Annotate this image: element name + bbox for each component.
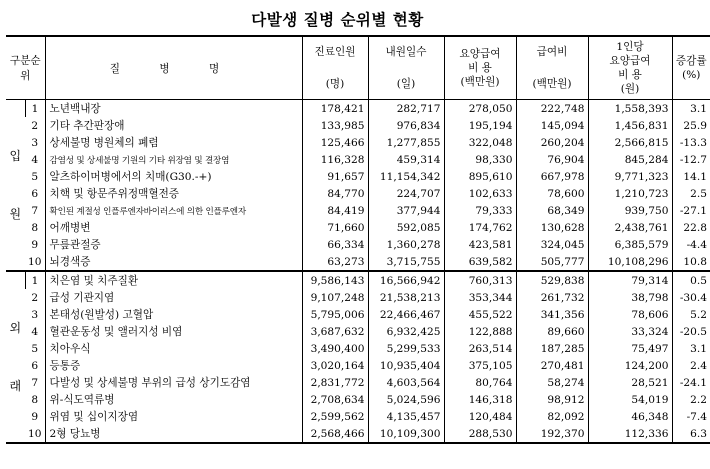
days-cell: 6,932,425 bbox=[368, 323, 444, 340]
patients-cell: 66,334 bbox=[302, 236, 368, 253]
per-person-cell: 2,566,815 bbox=[588, 134, 672, 151]
rank-cell: 1 bbox=[25, 100, 45, 118]
header-per-person: 1인당 요양급여 비 용 (원) bbox=[588, 36, 672, 100]
days-cell: 11,154,342 bbox=[368, 168, 444, 185]
disease-name-cell: 위-식도역류병 bbox=[45, 391, 302, 408]
table-row bbox=[6, 185, 710, 202]
days-cell: 5,299,533 bbox=[368, 340, 444, 357]
rate-cell: 14.1 bbox=[672, 168, 710, 185]
days-cell: 459,314 bbox=[368, 151, 444, 168]
rank-cell: 6 bbox=[31, 187, 39, 200]
rate-cell: -24.1 bbox=[672, 374, 710, 391]
rank-cell: 5 bbox=[31, 342, 39, 355]
patients-cell: 125,466 bbox=[302, 134, 368, 151]
benefit-cell: 667,978 bbox=[516, 168, 588, 185]
table-row bbox=[6, 117, 710, 134]
table-row bbox=[6, 271, 710, 289]
table-row bbox=[6, 134, 710, 151]
cost-cell: 375,105 bbox=[444, 357, 516, 374]
days-cell: 592,085 bbox=[368, 219, 444, 236]
per-person-cell: 845,284 bbox=[588, 151, 672, 168]
disease-name-cell: 위염 및 십이지장염 bbox=[45, 408, 302, 425]
patients-cell: 91,657 bbox=[302, 168, 368, 185]
rate-cell: 2.5 bbox=[672, 185, 710, 202]
cost-cell: 122,888 bbox=[444, 323, 516, 340]
days-cell: 4,603,564 bbox=[368, 374, 444, 391]
rank-cell: 9 bbox=[31, 410, 39, 423]
patients-cell: 116,328 bbox=[302, 151, 368, 168]
per-person-cell: 2,438,761 bbox=[588, 219, 672, 236]
disease-name-cell: 뇌경색증 bbox=[45, 253, 302, 271]
per-person-cell: 79,314 bbox=[588, 271, 672, 289]
patients-cell: 133,985 bbox=[302, 117, 368, 134]
rate-cell: 10.8 bbox=[672, 253, 710, 271]
rate-cell: 25.9 bbox=[672, 117, 710, 134]
per-person-cell: 1,456,831 bbox=[588, 117, 672, 134]
table-row bbox=[6, 151, 710, 168]
disease-name-cell: 치은염 및 치주질환 bbox=[45, 271, 302, 289]
group-label bbox=[6, 271, 25, 443]
cost-cell: 79,333 bbox=[444, 202, 516, 219]
disease-name-cell: 다발성 및 상세불명 부위의 급성 상기도감염 bbox=[45, 374, 302, 391]
page-title: 다발생 질병 순위별 현황 bbox=[251, 11, 424, 29]
patients-cell: 63,273 bbox=[302, 253, 368, 271]
days-cell: 1,277,855 bbox=[368, 134, 444, 151]
rate-cell: 0.5 bbox=[672, 271, 710, 289]
cost-cell: 423,581 bbox=[444, 236, 516, 253]
days-cell: 4,135,457 bbox=[368, 408, 444, 425]
table-row bbox=[6, 391, 710, 408]
group-label-char: 래 bbox=[9, 379, 22, 393]
per-person-cell: 124,200 bbox=[588, 357, 672, 374]
rate-cell: -20.5 bbox=[672, 323, 710, 340]
rank-cell: 6 bbox=[31, 359, 39, 372]
patients-cell: 2,708,634 bbox=[302, 391, 368, 408]
patients-cell: 84,419 bbox=[302, 202, 368, 219]
cost-cell: 288,530 bbox=[444, 425, 516, 443]
per-person-cell: 939,750 bbox=[588, 202, 672, 219]
patients-cell: 178,421 bbox=[302, 100, 368, 118]
rate-cell: -30.4 bbox=[672, 289, 710, 306]
disease-ranking-table bbox=[6, 35, 710, 444]
benefit-cell: 58,274 bbox=[516, 374, 588, 391]
rank-cell: 3 bbox=[31, 308, 39, 321]
cost-cell: 895,610 bbox=[444, 168, 516, 185]
table-row bbox=[6, 236, 710, 253]
table-row bbox=[6, 289, 710, 306]
rank-cell: 2 bbox=[31, 291, 39, 304]
header-row bbox=[6, 36, 710, 100]
header-category-rank bbox=[6, 36, 45, 100]
disease-name-cell: 본태성(원발성) 고혈압 bbox=[45, 306, 302, 323]
per-person-cell: 75,497 bbox=[588, 340, 672, 357]
patients-cell: 5,795,006 bbox=[302, 306, 368, 323]
days-cell: 224,707 bbox=[368, 185, 444, 202]
patients-cell: 9,107,248 bbox=[302, 289, 368, 306]
cost-cell: 80,764 bbox=[444, 374, 516, 391]
rate-cell: 3.1 bbox=[672, 100, 710, 118]
days-cell: 10,109,300 bbox=[368, 425, 444, 443]
header-rank: 순위 bbox=[20, 55, 41, 82]
per-person-cell: 9,771,323 bbox=[588, 168, 672, 185]
days-cell: 976,834 bbox=[368, 117, 444, 134]
disease-name-cell: 혈관운동성 및 앨러지성 비염 bbox=[45, 323, 302, 340]
rank-cell: 10 bbox=[25, 425, 45, 443]
cost-cell: 98,330 bbox=[444, 151, 516, 168]
benefit-cell: 68,349 bbox=[516, 202, 588, 219]
per-person-cell: 112,336 bbox=[588, 425, 672, 443]
per-person-cell: 10,108,296 bbox=[588, 253, 672, 271]
header-disease: 질 병 명 bbox=[45, 36, 302, 100]
cost-cell: 278,050 bbox=[444, 100, 516, 118]
benefit-cell: 260,204 bbox=[516, 134, 588, 151]
disease-name-cell: 확인된 계절성 인플루엔자바이러스에 의한 인플루엔자 bbox=[45, 202, 302, 219]
table-row bbox=[6, 374, 710, 391]
rank-cell: 9 bbox=[31, 238, 39, 251]
benefit-cell: 529,838 bbox=[516, 271, 588, 289]
days-cell: 377,944 bbox=[368, 202, 444, 219]
per-person-cell: 28,521 bbox=[588, 374, 672, 391]
per-person-cell: 6,385,579 bbox=[588, 236, 672, 253]
benefit-cell: 76,904 bbox=[516, 151, 588, 168]
cost-cell: 174,762 bbox=[444, 219, 516, 236]
benefit-cell: 324,045 bbox=[516, 236, 588, 253]
table-row bbox=[6, 323, 710, 340]
table-row bbox=[6, 253, 710, 271]
days-cell: 282,717 bbox=[368, 100, 444, 118]
cost-cell: 353,344 bbox=[444, 289, 516, 306]
patients-cell: 2,599,562 bbox=[302, 408, 368, 425]
disease-name-cell: 급성 기관지염 bbox=[45, 289, 302, 306]
cost-cell: 322,048 bbox=[444, 134, 516, 151]
benefit-cell: 270,481 bbox=[516, 357, 588, 374]
rate-cell: -13.3 bbox=[672, 134, 710, 151]
rank-cell: 4 bbox=[31, 325, 39, 338]
rank-cell: 10 bbox=[25, 253, 45, 271]
table-row bbox=[6, 202, 710, 219]
days-cell: 5,024,596 bbox=[368, 391, 444, 408]
patients-cell: 9,586,143 bbox=[302, 271, 368, 289]
benefit-cell: 145,094 bbox=[516, 117, 588, 134]
per-person-cell: 38,798 bbox=[588, 289, 672, 306]
benefit-cell: 98,912 bbox=[516, 391, 588, 408]
rate-cell: 3.1 bbox=[672, 340, 710, 357]
header-category: 구분 bbox=[9, 55, 31, 67]
per-person-cell: 33,324 bbox=[588, 323, 672, 340]
patients-cell: 84,770 bbox=[302, 185, 368, 202]
disease-name-cell: 알츠하이머병에서의 치매(G30.-+) bbox=[45, 168, 302, 185]
disease-name-cell: 어깨병변 bbox=[45, 219, 302, 236]
patients-cell: 3,020,164 bbox=[302, 357, 368, 374]
patients-cell: 3,490,400 bbox=[302, 340, 368, 357]
per-person-cell: 1,558,393 bbox=[588, 100, 672, 118]
rank-cell: 4 bbox=[31, 153, 39, 166]
rank-cell: 7 bbox=[31, 376, 39, 389]
disease-name-cell: 치핵 및 항문주위정맥혈전증 bbox=[45, 185, 302, 202]
benefit-cell: 222,748 bbox=[516, 100, 588, 118]
rank-cell: 2 bbox=[31, 119, 39, 132]
benefit-cell: 130,628 bbox=[516, 219, 588, 236]
table-row bbox=[6, 168, 710, 185]
header-days: 내원일수 (일) bbox=[368, 36, 444, 100]
disease-name-cell: 상세불명 병원체의 폐렴 bbox=[45, 134, 302, 151]
cost-cell: 146,318 bbox=[444, 391, 516, 408]
disease-name-cell: 기타 추간판장애 bbox=[45, 117, 302, 134]
rank-cell: 8 bbox=[31, 393, 39, 406]
patients-cell: 2,568,466 bbox=[302, 425, 368, 443]
rate-cell: 5.2 bbox=[672, 306, 710, 323]
cost-cell: 195,194 bbox=[444, 117, 516, 134]
days-cell: 22,466,467 bbox=[368, 306, 444, 323]
table-row bbox=[6, 340, 710, 357]
cost-cell: 639,582 bbox=[444, 253, 516, 271]
table-body bbox=[6, 100, 710, 444]
table-row bbox=[6, 408, 710, 425]
rate-cell: 22.8 bbox=[672, 219, 710, 236]
header-cost: 요양급여 비 용 (백만원) bbox=[444, 36, 516, 100]
table-row bbox=[6, 357, 710, 374]
days-cell: 3,715,755 bbox=[368, 253, 444, 271]
benefit-cell: 89,660 bbox=[516, 323, 588, 340]
rank-cell: 1 bbox=[25, 271, 45, 289]
cost-cell: 120,484 bbox=[444, 408, 516, 425]
benefit-cell: 261,732 bbox=[516, 289, 588, 306]
table-row bbox=[6, 100, 710, 118]
benefit-cell: 341,356 bbox=[516, 306, 588, 323]
cost-cell: 263,514 bbox=[444, 340, 516, 357]
per-person-cell: 46,348 bbox=[588, 408, 672, 425]
rank-cell: 3 bbox=[31, 136, 39, 149]
benefit-cell: 187,285 bbox=[516, 340, 588, 357]
cost-cell: 102,633 bbox=[444, 185, 516, 202]
table-row bbox=[6, 219, 710, 236]
group-label bbox=[6, 100, 25, 272]
header-patients: 진료인원 (명) bbox=[302, 36, 368, 100]
per-person-cell: 78,606 bbox=[588, 306, 672, 323]
disease-name-cell: 치아우식 bbox=[45, 340, 302, 357]
rank-cell: 8 bbox=[31, 221, 39, 234]
days-cell: 16,566,942 bbox=[368, 271, 444, 289]
disease-name-cell: 노년백내장 bbox=[45, 100, 302, 118]
header-benefit: 급여비 (백만원) bbox=[516, 36, 588, 100]
table-row bbox=[6, 306, 710, 323]
rate-cell: 6.3 bbox=[672, 425, 710, 443]
rate-cell: 2.4 bbox=[672, 357, 710, 374]
benefit-cell: 505,777 bbox=[516, 253, 588, 271]
days-cell: 1,360,278 bbox=[368, 236, 444, 253]
header-rate: 증감률 (%) bbox=[672, 36, 710, 100]
patients-cell: 3,687,632 bbox=[302, 323, 368, 340]
per-person-cell: 54,019 bbox=[588, 391, 672, 408]
benefit-cell: 78,600 bbox=[516, 185, 588, 202]
disease-name-cell: 감염성 및 상세불명 기원의 기타 위장염 및 결장염 bbox=[45, 151, 302, 168]
disease-name-cell: 등통증 bbox=[45, 357, 302, 374]
rate-cell: 2.2 bbox=[672, 391, 710, 408]
group-label-char: 입 bbox=[9, 149, 22, 163]
table-row bbox=[6, 425, 710, 443]
rate-cell: -12.7 bbox=[672, 151, 710, 168]
benefit-cell: 82,092 bbox=[516, 408, 588, 425]
cost-cell: 455,522 bbox=[444, 306, 516, 323]
disease-name-cell: 무릎관절증 bbox=[45, 236, 302, 253]
group-label-char: 외 bbox=[9, 321, 22, 335]
rank-cell: 5 bbox=[31, 170, 39, 183]
cost-cell: 760,313 bbox=[444, 271, 516, 289]
rank-cell: 7 bbox=[31, 204, 39, 217]
patients-cell: 71,660 bbox=[302, 219, 368, 236]
rate-cell: -27.1 bbox=[672, 202, 710, 219]
group-label-char: 원 bbox=[9, 207, 22, 221]
per-person-cell: 1,210,723 bbox=[588, 185, 672, 202]
rate-cell: -4.4 bbox=[672, 236, 710, 253]
patients-cell: 2,831,772 bbox=[302, 374, 368, 391]
benefit-cell: 192,370 bbox=[516, 425, 588, 443]
disease-name-cell: 2형 당뇨병 bbox=[45, 425, 302, 443]
rate-cell: -7.4 bbox=[672, 408, 710, 425]
days-cell: 10,935,404 bbox=[368, 357, 444, 374]
days-cell: 21,538,213 bbox=[368, 289, 444, 306]
